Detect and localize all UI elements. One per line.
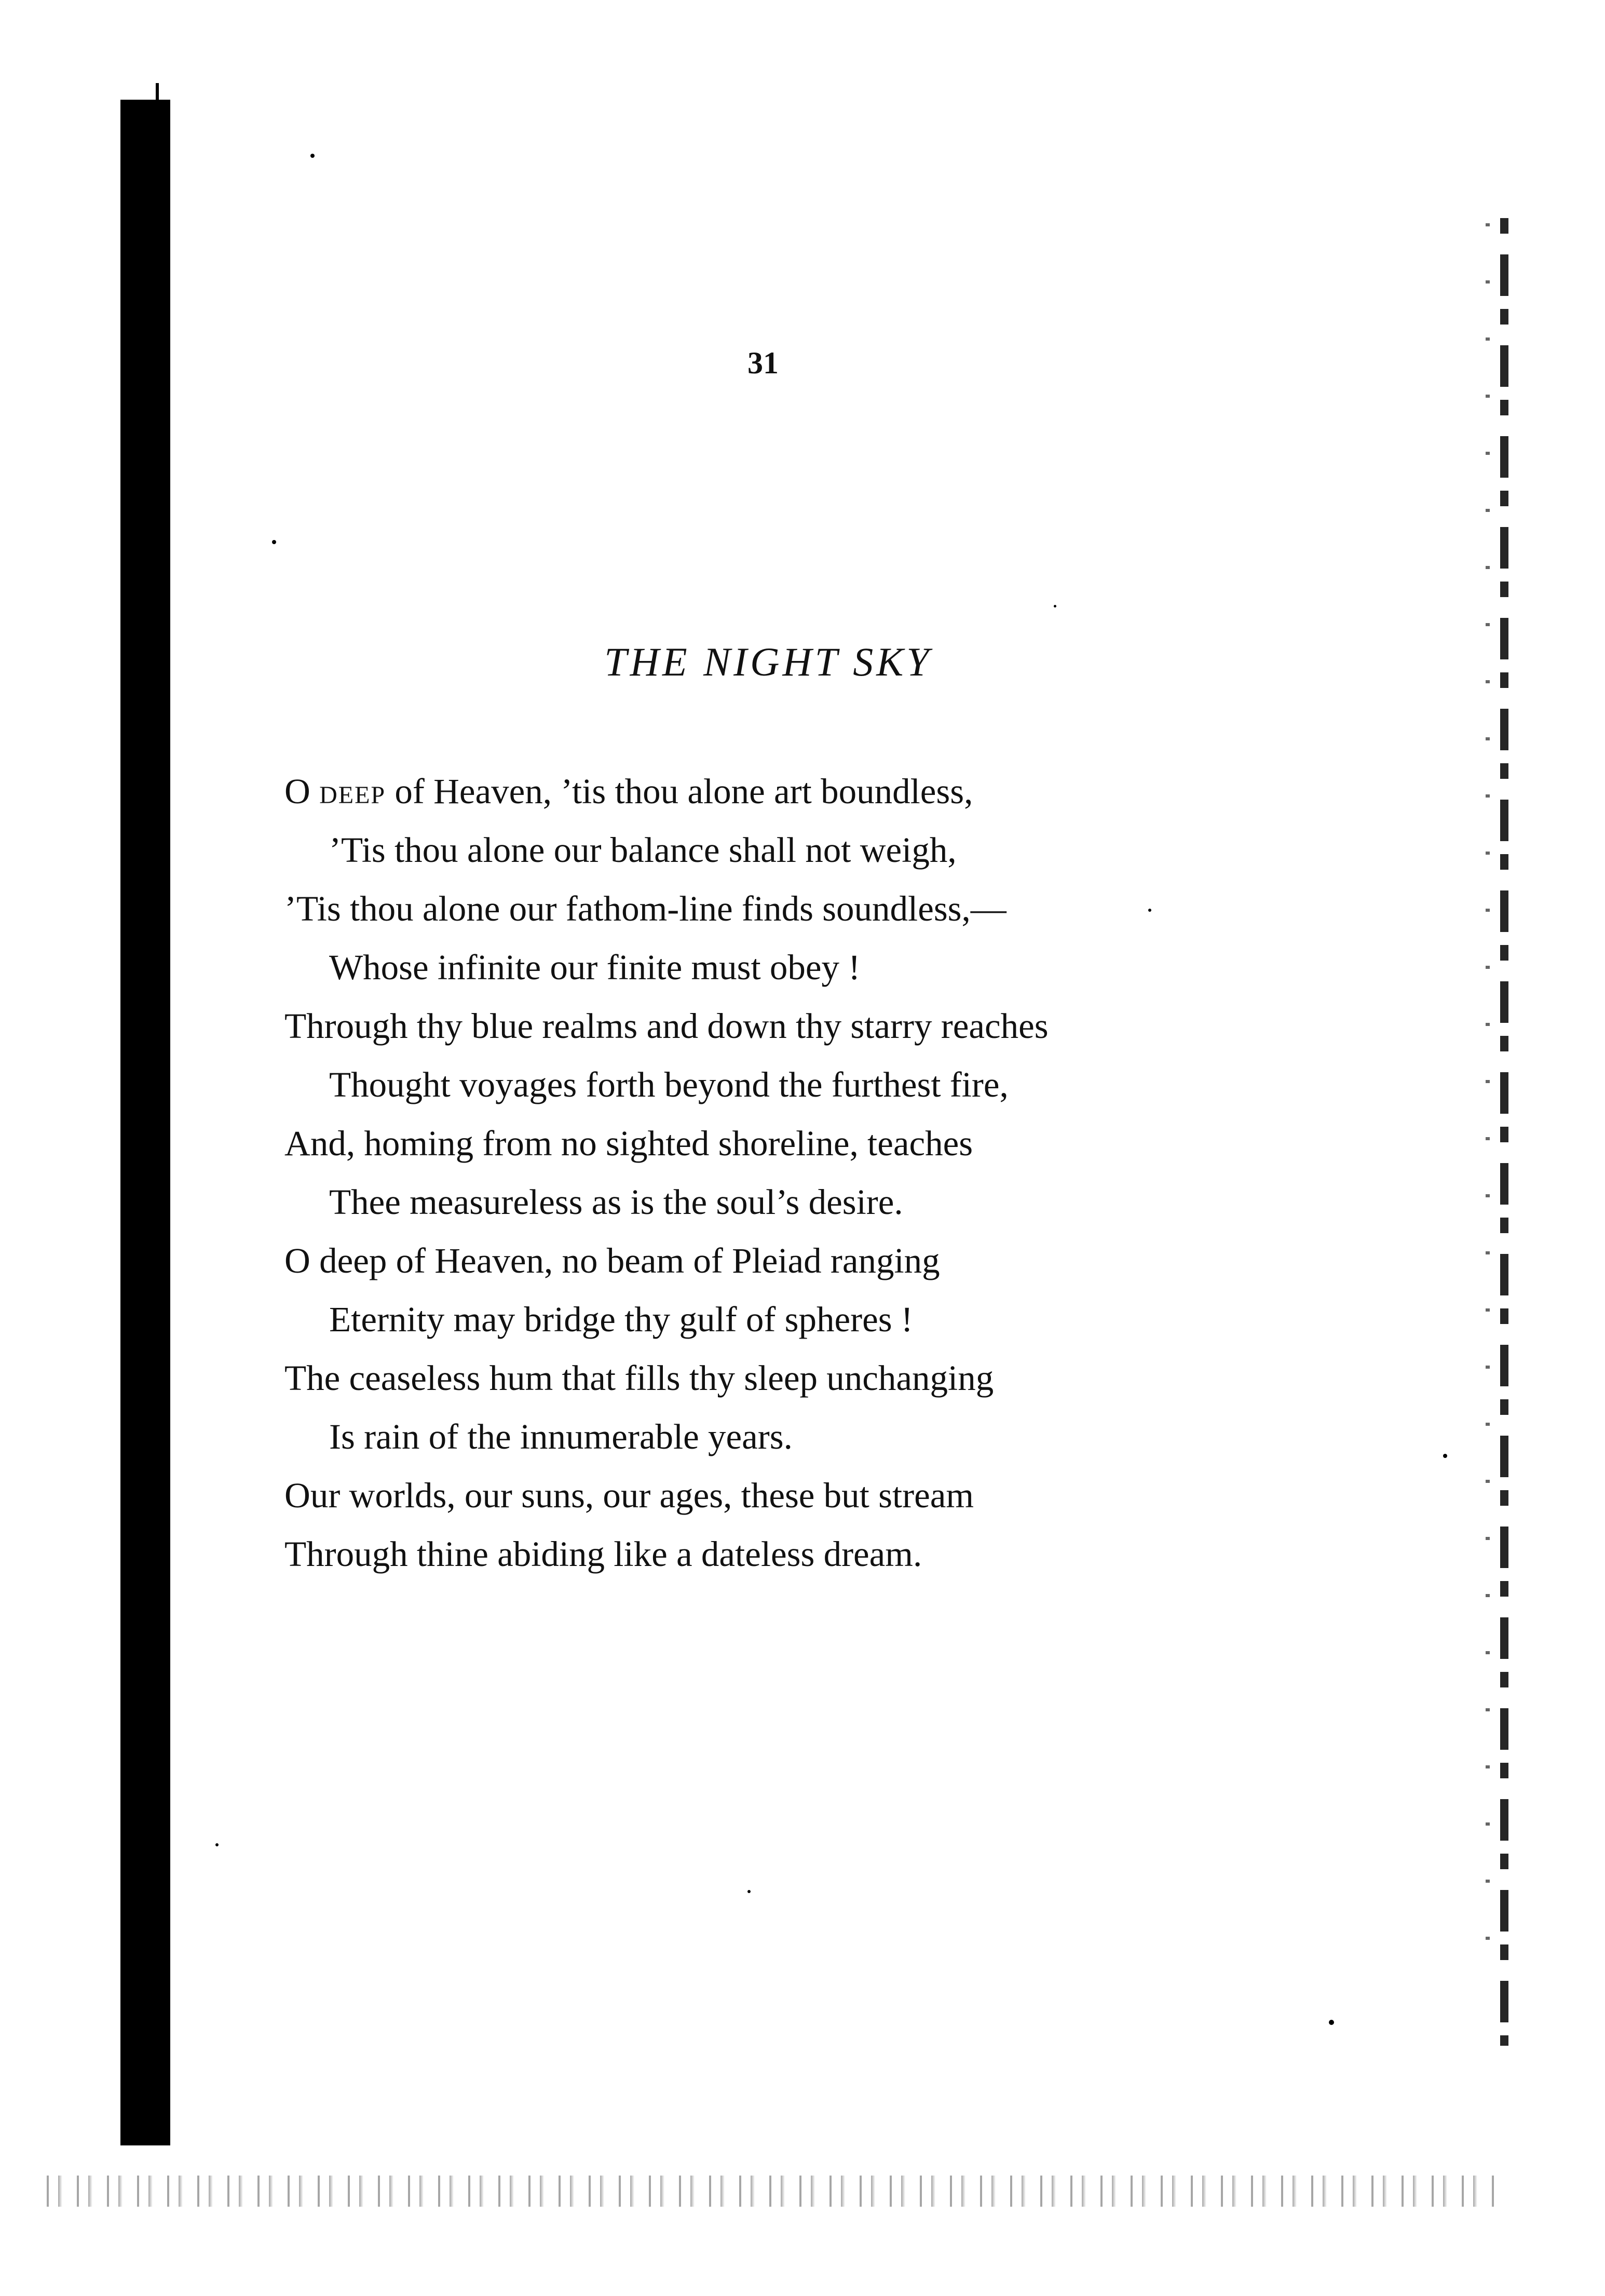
scan-speck (215, 1843, 219, 1846)
poem-line (284, 762, 1478, 821)
poem-line: Eternity may bridge thy gulf of spheres ! (329, 1300, 913, 1339)
poem-line: The ceaseless hum that fills thy sleep unchanging (284, 1358, 994, 1398)
poem-line: Our worlds, our suns, our ages, these but stream (284, 1476, 974, 1515)
poem-line-smallcaps: deep (319, 772, 386, 811)
poem-line: O deep of Heaven, no beam of Pleiad ranging (284, 1241, 940, 1280)
poem-body (284, 762, 1478, 1584)
scan-speck (272, 540, 276, 544)
scan-speck (1329, 2020, 1334, 2025)
scan-speck (1054, 605, 1056, 607)
poem-title: THE NIGHT SKY (604, 639, 932, 684)
poem-line: ’Tis thou alone our fathom-line finds soundless,— (284, 889, 1006, 928)
scan-speck (747, 1890, 751, 1893)
poem-line: Thee measureless as is the soul’s desire. (329, 1182, 903, 1222)
poem-line-text: of Heaven, ’tis thou alone art boundless, (386, 772, 973, 811)
poem-line: Whose infinite our finite must obey ! (329, 948, 861, 987)
scan-edge-right-specks (1486, 223, 1490, 1989)
poem-line: Through thy blue realms and down thy starry reaches (284, 1006, 1049, 1046)
scan-edge-bottom (47, 2176, 1500, 2207)
poem-line: Thought voyages forth beyond the furthest fire, (329, 1065, 1009, 1104)
page-number: 31 (747, 346, 779, 380)
poem-line: Through thine abiding like a dateless dream. (284, 1534, 922, 1574)
poem-line: And, homing from no sighted shoreline, teaches (284, 1124, 973, 1163)
binding-shadow-top (156, 83, 159, 114)
poem-line: Is rain of the innumerable years. (329, 1417, 793, 1456)
poem-line-lead: O (284, 772, 320, 811)
scan-speck (310, 154, 315, 158)
poem-line: ’Tis thou alone our balance shall not weigh, (329, 830, 957, 870)
scan-edge-right (1500, 218, 1508, 2046)
binding-shadow (120, 100, 170, 2145)
